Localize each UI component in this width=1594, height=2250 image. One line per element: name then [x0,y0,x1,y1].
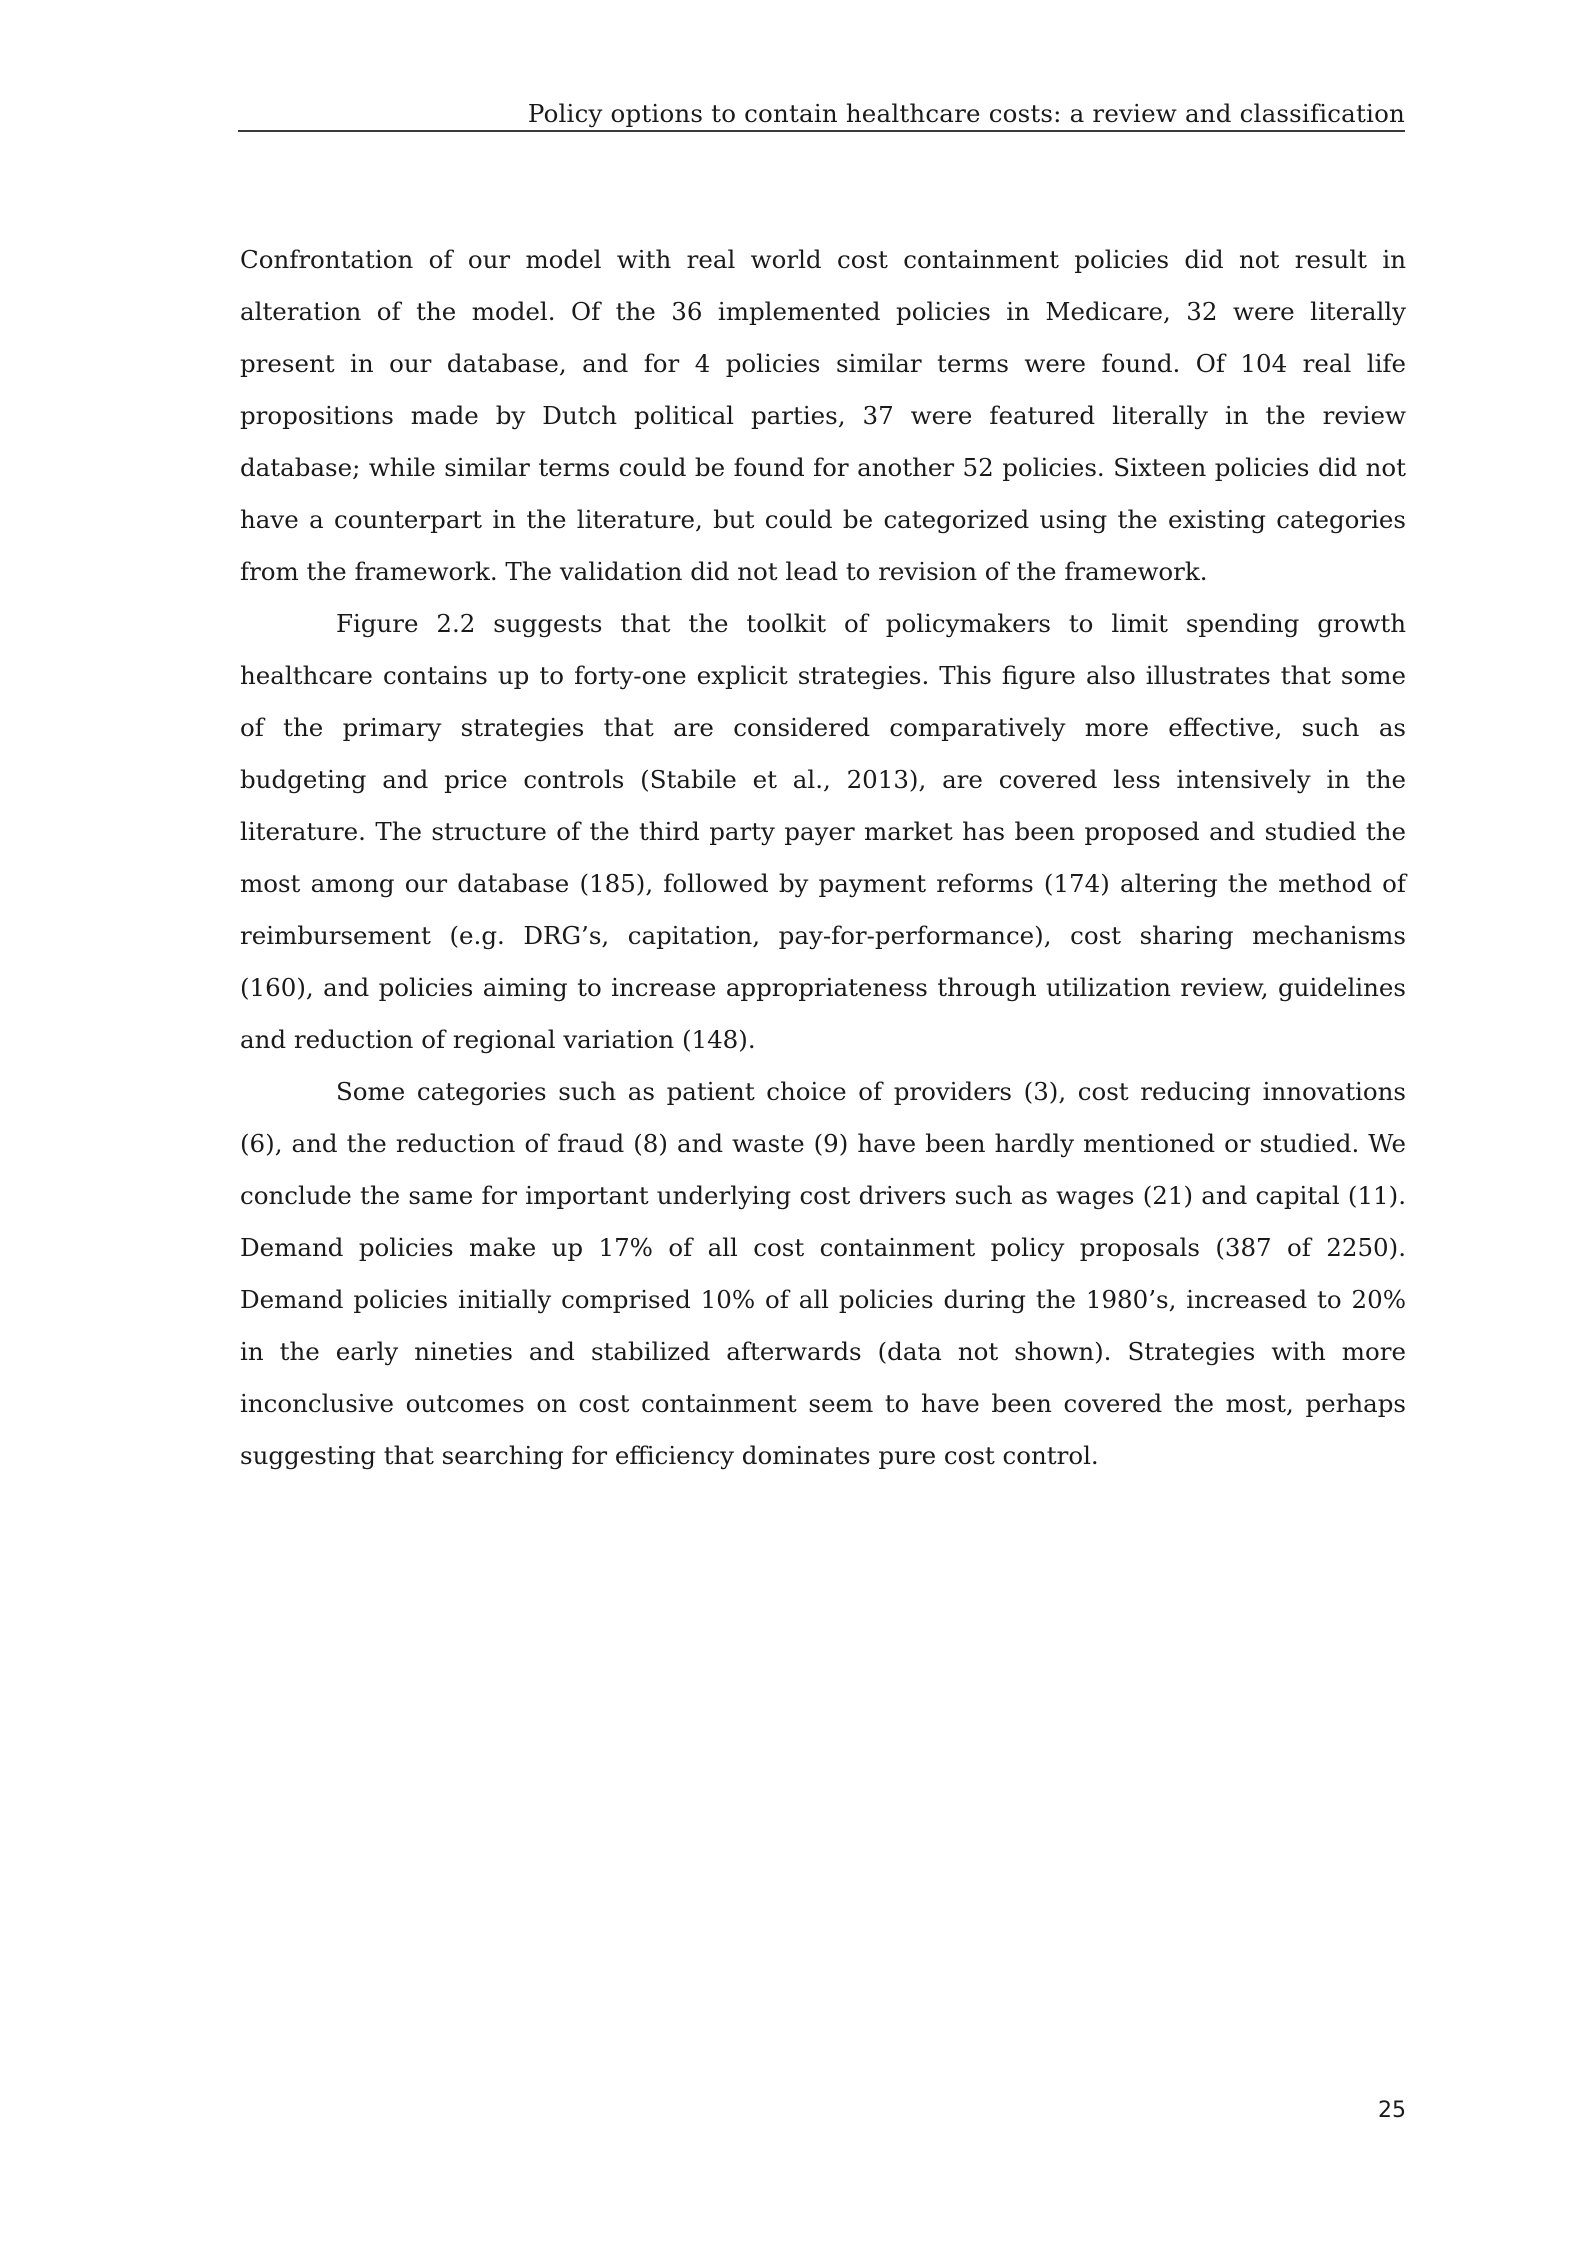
paragraph-validation: Confrontation of our model with real world cost containment policies did not result in alteration of the model. Of the 36 implemented policies in Medicare, 32 were literally present in our database, and for 4 policies similar terms were found. Of 104 real life propositions made by Dutch political parties, 37 were featured literally in the review database; while similar terms could be found for another 52 policies. Sixteen policies did not have a counterpart in the literature, but could be categorized using the existing categories from the framework. The validation did not lead to revision of the framework. [240,245,1406,586]
page-number: 25 [1378,2098,1406,2123]
paragraph-figure-discussion: Figure 2.2 suggests that the toolkit of policymakers to limit spending growth healthcare contains up to forty-one explicit strategies. This figure also illustrates that some of the primary strategies that are considered comparatively more effective, such as budgeting and price controls (Stabile et al., 2013), are covered less intensively in the literature. The structure of the third party payer market has been proposed and studied the most among our database (185), followed by payment reforms (174) altering the method of reimbursement (e.g. DRG’s, capitation, pay-for-performance), cost sharing mechanisms (160), and policies aiming to increase appropriateness through utilization review, guidelines and reduction of regional variation (148). [240,609,1406,1054]
running-header [238,88,1405,132]
running-header-title: Policy options to contain healthcare costs: a review and classification [527,99,1405,128]
paragraph-categories-discussion: Some categories such as patient choice of providers (3), cost reducing innovations (6), and the reduction of fraud (8) and waste (9) have been hardly mentioned or studied. We conclude the same for important underlying cost drivers such as wages (21) and capital (11). Demand policies make up 17% of all cost containment policy proposals (387 of 2250). Demand policies initially comprised 10% of all policies during the 1980’s, increased to 20% in the early nineties and stabilized afterwards (data not shown). Strategies with more inconclusive outcomes on cost containment seem to have been covered the most, perhaps suggesting that searching for efficiency dominates pure cost control. [240,1077,1406,1470]
body-text [240,234,1406,1482]
